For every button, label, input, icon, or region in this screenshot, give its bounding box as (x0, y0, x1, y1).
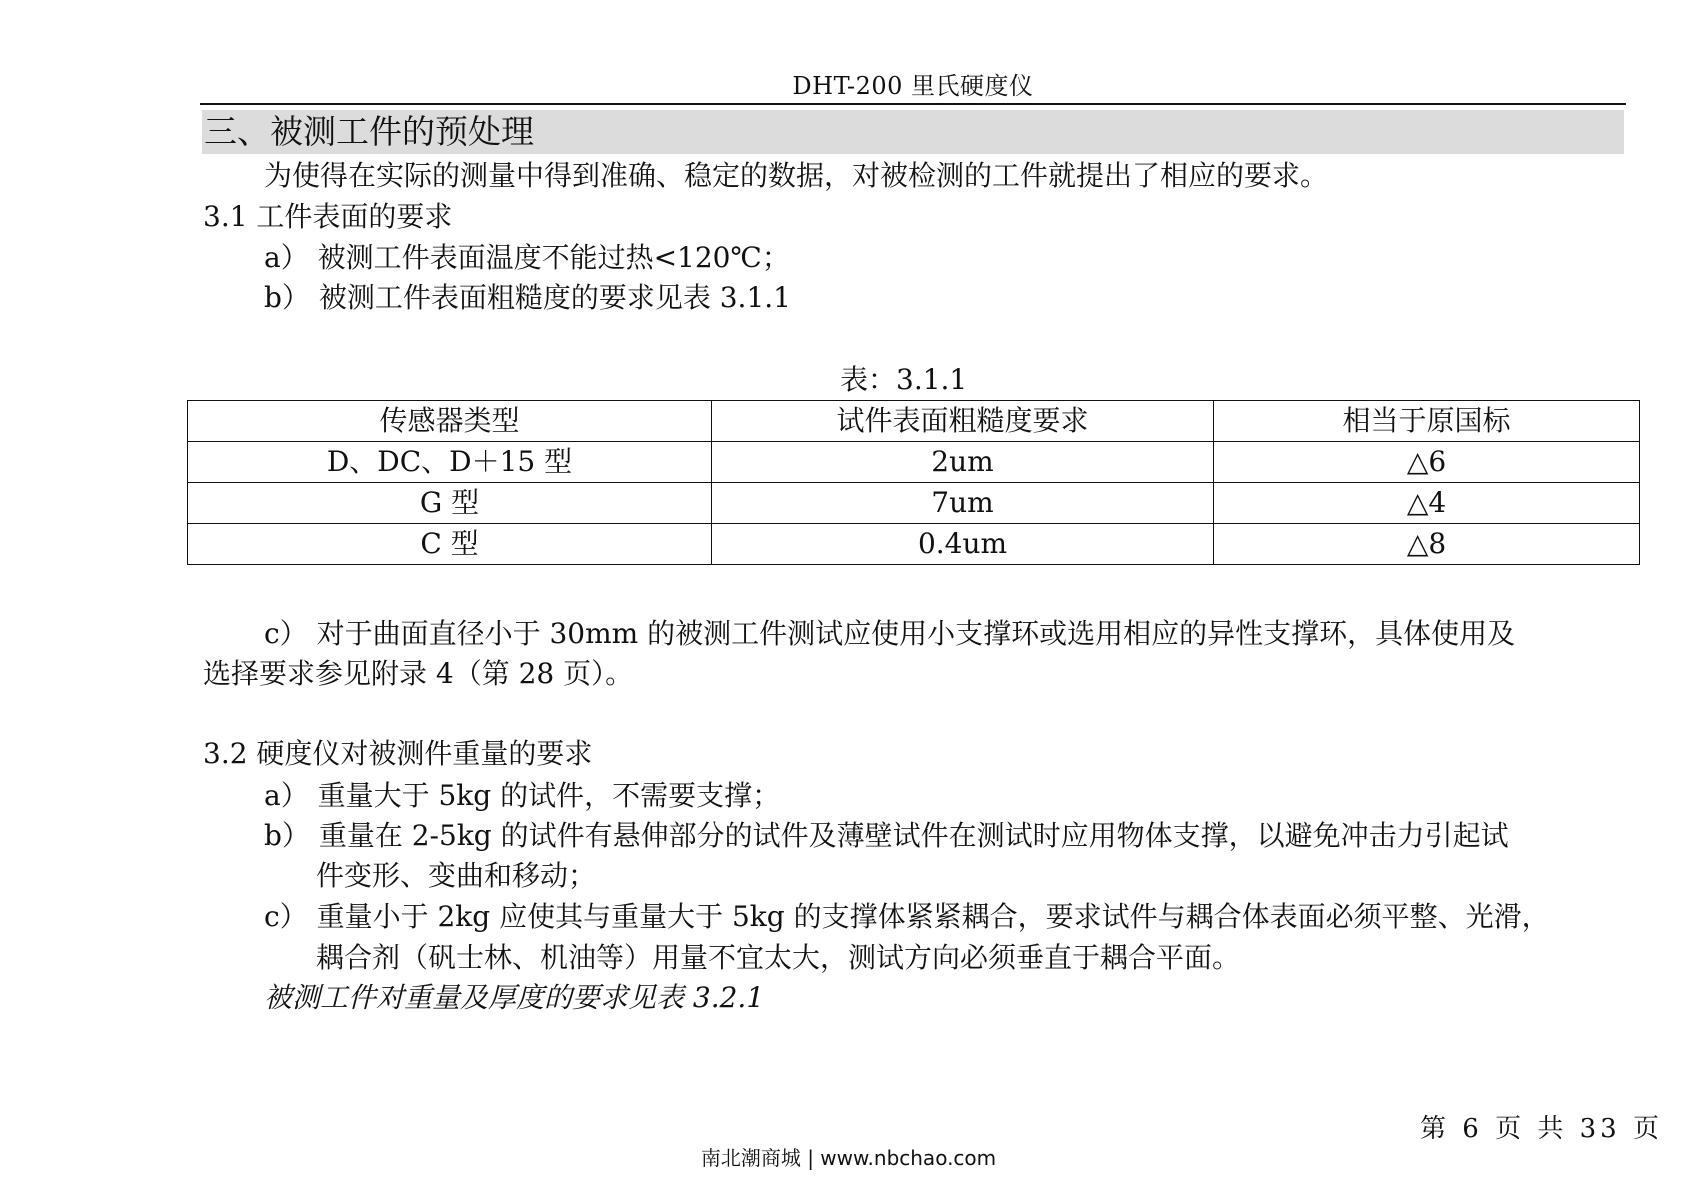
table-row (188, 524, 1640, 565)
table-header-cell: 试件表面粗糙度要求 (712, 401, 1214, 442)
table-cell: 7um (712, 483, 1214, 524)
section-title: 三、被测工件的预处理 (202, 110, 1624, 154)
subsection-3-2-note: 被测工件对重量及厚度的要求见表 3.2.1 (264, 981, 765, 1014)
table-cell: △4 (1214, 483, 1640, 524)
roughness-table (187, 400, 1640, 565)
subsection-3-2-item-c-line-2: 耦合剂（矾士林、机油等）用量不宜太大，测试方向必须垂直于耦合平面。 (316, 941, 1241, 974)
table-cell: D、DC、D＋15 型 (188, 442, 712, 483)
subsection-3-2-item-b-line-2: 件变形、变曲和移动； (316, 859, 597, 892)
table-cell: G 型 (188, 483, 712, 524)
note-c-line-2: 选择要求参见附录 4（第 28 页）。 (203, 657, 634, 690)
header-title: DHT-200 里氏硬度仪 (792, 72, 1034, 100)
table-header-cell: 传感器类型 (188, 401, 712, 442)
page-number: 第 6 页 共 33 页 (1420, 1114, 1663, 1144)
table-cell: C 型 (188, 524, 712, 565)
table-header-cell: 相当于原国标 (1214, 401, 1640, 442)
subsection-3-2-item-b-line-1: b） 重量在 2-5kg 的试件有悬伸部分的试件及薄壁试件在测试时应用物体支撑，以避免冲击力引起试 (264, 819, 1509, 852)
table-cell: △8 (1214, 524, 1640, 565)
table-caption: 表：3.1.1 (840, 363, 968, 396)
subsection-3-2-item-c-line-1: c） 重量小于 2kg 应使其与重量大于 5kg 的支撑体紧紧耦合，要求试件与耦合体表面必须平整、光滑， (264, 900, 1550, 933)
subsection-3-1-heading: 3.1 工件表面的要求 (203, 200, 453, 233)
section-intro: 为使得在实际的测量中得到准确、稳定的数据，对被检测的工件就提出了相应的要求。 (264, 159, 1329, 192)
watermark-site: 南北潮商城 | www.nbchao.com (700, 1146, 997, 1170)
table-row (188, 442, 1640, 483)
subsection-3-2-heading: 3.2 硬度仪对被测件重量的要求 (203, 737, 593, 770)
note-c-line-1: c） 对于曲面直径小于 30mm 的被测工件测试应使用小支撑环或选用相应的异性支撑环，具体使用及 (264, 617, 1516, 650)
table-cell: 2um (712, 442, 1214, 483)
table-header-row (188, 401, 1640, 442)
table-row (188, 483, 1640, 524)
subsection-3-1-item-a: a） 被测工件表面温度不能过热<120℃； (264, 241, 790, 274)
table-cell: 0.4um (712, 524, 1214, 565)
subsection-3-2-item-a: a） 重量大于 5kg 的试件，不需要支撑； (264, 779, 781, 812)
header-rule (200, 103, 1626, 105)
subsection-3-1-item-b: b） 被测工件表面粗糙度的要求见表 3.1.1 (264, 281, 791, 314)
table-cell: △6 (1214, 442, 1640, 483)
